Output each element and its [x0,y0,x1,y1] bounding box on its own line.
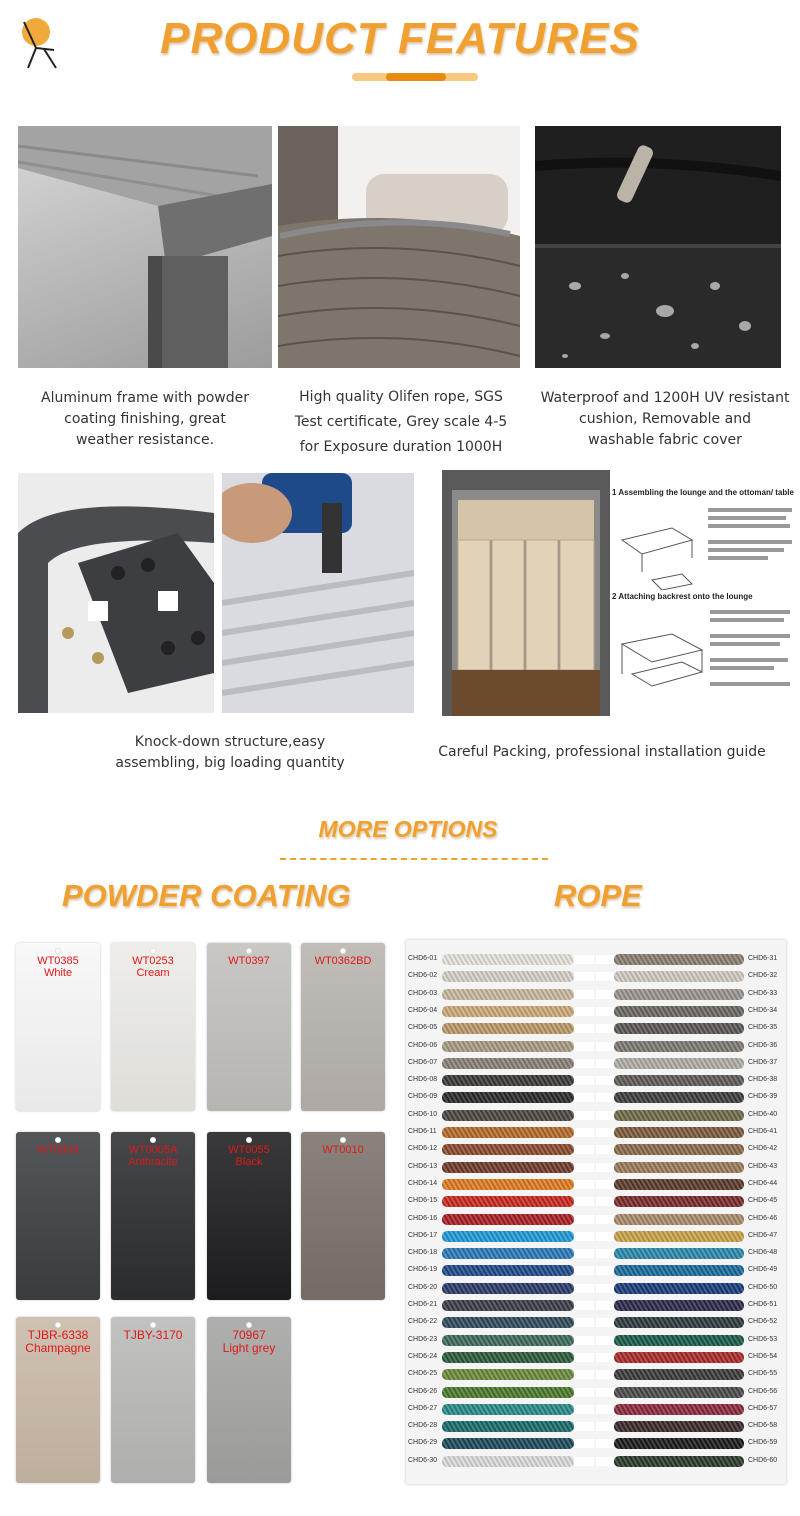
feature-caption-rope [268,385,534,460]
rope-sample-right [614,1335,744,1346]
rope-code-left: CHD6-03 [408,989,438,997]
swatch-label [207,955,291,967]
rope-tag-left [574,1439,594,1448]
rope-code-right: CHD6-53 [748,1335,778,1343]
caption-line: Knock-down structure,easy [134,734,326,750]
rope-tag-right [596,1197,614,1206]
rope-code-left: CHD6-09 [408,1093,438,1101]
rope-code-left: CHD6-15 [408,1197,438,1205]
rope-sample-right [614,1421,744,1432]
rope-tag-right [596,1439,614,1448]
rope-code-left: CHD6-21 [408,1301,438,1308]
rope-tag-left [574,1370,594,1379]
rope-tag-right [596,1007,614,1016]
rope-sample-right [614,1214,744,1225]
rope-code-right: CHD6-57 [748,1404,778,1412]
rope-code-left: CHD6-08 [408,1076,438,1084]
caption-line: weather resistance. [75,432,215,448]
swatch-label [111,955,195,979]
rope-code-right: CHD6-60 [748,1456,778,1464]
rope-sample-left [442,1456,574,1467]
rope-sample-left [442,971,574,982]
rope-tag-right [596,1059,614,1068]
rope-tag-left [574,1405,594,1414]
rope-sample-left [442,1352,574,1363]
rope-sample-left [442,989,574,1000]
swatch-label [16,1144,100,1156]
rope-tag-left [574,955,594,964]
swatch-code: WT0009 [37,1144,79,1156]
rope-sample-left [442,1127,574,1138]
rope-tag-right [596,1301,614,1310]
powder-coating-title: POWDER COATING [62,878,351,913]
rope-tag-right [596,1180,614,1189]
rope-sample-right [614,1110,744,1121]
caption-line: Test certificate, Grey scale 4-5 [294,414,508,430]
assembly-diagram-1 [612,500,798,590]
caption-line: coating finishing, great [64,411,226,427]
rope-tag-left [574,1457,594,1466]
rope-sample-right [614,1127,744,1138]
rope-sample-left [442,1283,574,1294]
rope-tag-left [574,1024,594,1033]
rope-code-right: CHD6-54 [748,1352,778,1360]
rope-sample-right [614,1387,744,1398]
rope-sample-right [614,1369,744,1380]
rope-code-right: CHD6-49 [748,1266,778,1274]
rope-tag-right [596,1024,614,1033]
caption-line: Careful Packing, professional installation guide [438,744,766,760]
swatch-color-name: Black [235,1156,263,1168]
swatch-label [207,1329,291,1355]
rope-sample-left [442,1110,574,1121]
swatch-label [16,955,100,979]
rope-sample-right [614,1162,744,1173]
swatch-code: WT0253 [132,955,174,967]
rope-tag-right [596,1093,614,1102]
rope-sample-right [614,1300,744,1311]
powder-swatch [207,943,291,1111]
rope-tag-right [596,1145,614,1154]
rope-tag-left [574,1059,594,1068]
rope-tag-right [596,1405,614,1414]
powder-swatch [301,1132,385,1300]
rope-tag-left [574,1128,594,1137]
rope-code-right: CHD6-45 [748,1197,778,1205]
rope-code-left: CHD6-28 [408,1422,438,1430]
rope-tag-left [574,1042,594,1051]
rope-tag-left [574,1336,594,1345]
rope-code-right: CHD6-31 [748,955,778,962]
title-underline-accent [386,73,446,81]
rope-tag-left [574,1422,594,1431]
rope-code-left: CHD6-22 [408,1318,438,1326]
swatch-label [111,1144,195,1168]
rope-code-left: CHD6-26 [408,1387,438,1395]
rope-tag-left [574,1284,594,1293]
rope-tag-left [574,1145,594,1154]
powder-swatch [16,943,100,1111]
rope-code-left: CHD6-16 [408,1214,438,1222]
rope-tag-left [574,1076,594,1085]
swatch-label [301,955,385,967]
rope-sample-left [442,1421,574,1432]
rope-tag-left [574,1007,594,1016]
rope-sample-left [442,1179,574,1190]
rope-sample-right [614,989,744,1000]
caption-line: assembling, big loading quantity [115,755,345,771]
rope-tag-right [596,955,614,964]
rope-sample-right [614,1456,744,1467]
container-illustration [442,470,610,716]
caption-line: Waterproof and 1200H UV resistant [540,390,790,406]
rope-code-right: CHD6-56 [748,1387,778,1395]
rope-code-right: CHD6-43 [748,1162,778,1170]
rope-sample-right [614,1144,744,1155]
swatch-code: WT0010 [322,1144,364,1156]
more-options-dashed-rule [280,858,548,860]
powder-swatch [111,1317,195,1483]
rope-code-left: CHD6-10 [408,1110,438,1118]
rope-sample-left [442,1058,574,1069]
assembly-diagram-2 [612,604,798,704]
swatch-hole [150,948,156,954]
swatch-color-name: Light grey [222,1341,276,1355]
rope-sample-left [442,1300,574,1311]
guide-step-1-title: 1 Assembling the lounge and the ottoman/ table [612,488,794,497]
rope-tag-left [574,1180,594,1189]
swatch-label [111,1329,195,1342]
powder-swatch [16,1317,100,1483]
powder-swatch [301,943,385,1111]
rope-code-left: CHD6-11 [408,1128,437,1135]
rope-code-right: CHD6-33 [748,989,778,997]
rope-code-right: CHD6-42 [748,1145,778,1153]
swatch-code: WT0397 [228,955,270,967]
rope-sample-right [614,954,744,965]
rope-tag-left [574,1388,594,1397]
rope-code-right: CHD6-35 [748,1024,778,1032]
rope-sample-right [614,1058,744,1069]
rope-sample-left [442,1075,574,1086]
rope-tag-right [596,1388,614,1397]
rope-sample-right [614,1352,744,1363]
rope-sample-right [614,1006,744,1017]
swatch-label [16,1329,100,1355]
rope-sample-left [442,1335,574,1346]
rope-sample-right [614,1041,744,1052]
rope-sample-right [614,1179,744,1190]
rope-tag-right [596,990,614,999]
swatch-code: WT0385 [37,955,79,967]
rope-sample-left [442,1023,574,1034]
powder-swatch [207,1317,291,1483]
swatch-code: 70967 [232,1328,266,1342]
rope-sample-right [614,1404,744,1415]
rope-code-right: CHD6-58 [748,1422,778,1430]
swatch-code: WT0362BD [314,955,372,967]
swatch-hole [246,1137,252,1143]
rope-code-left: CHD6-29 [408,1439,438,1447]
rope-code-left: CHD6-20 [408,1283,438,1291]
rope-tag-right [596,1336,614,1345]
rope-tag-left [574,1111,594,1120]
rope-sample-right [614,1438,744,1449]
swatch-hole [150,1137,156,1143]
swatch-code: TJBR-6338 [27,1328,89,1342]
installation-guide-sheet [612,478,800,714]
rope-sample-left [442,1438,574,1449]
swatch-color-name: Anthracite [128,1156,178,1168]
rope-sample-left [442,1092,574,1103]
rope-code-right: CHD6-38 [748,1076,778,1084]
rope-tag-right [596,1318,614,1327]
rope-sample-left [442,1404,574,1415]
rope-tag-right [596,1266,614,1275]
powder-swatch [16,1132,100,1300]
rope-sample-right [614,1023,744,1034]
swatch-hole [340,1137,346,1143]
rope-sample-left [442,1144,574,1155]
swatch-color-name: Cream [136,967,170,979]
rope-sample-left [442,1214,574,1225]
photo-waterproof-cushion [535,126,781,368]
rope-sample-left [442,1041,574,1052]
swatch-code: WT0055 [228,1144,270,1156]
rope-code-right: CHD6-51 [748,1301,778,1308]
rope-tag-right [596,1076,614,1085]
swatch-label [301,1144,385,1156]
rope-tag-right [596,1353,614,1362]
rope-tag-left [574,972,594,981]
rope-code-left: CHD6-30 [408,1456,438,1464]
rope-code-left: CHD6-24 [408,1352,438,1360]
rope-code-right: CHD6-37 [748,1058,778,1066]
photo-knockdown-bracket [18,473,214,713]
rope-code-left: CHD6-06 [408,1041,438,1049]
rope-sample-left [442,1162,574,1173]
rope-code-left: CHD6-25 [408,1370,438,1378]
rope-code-right: CHD6-47 [748,1231,778,1239]
rope-sample-right [614,1075,744,1086]
feature-caption-packing [432,742,772,763]
feature-caption-aluminum [10,388,280,451]
rope-sample-right [614,1196,744,1207]
rope-sample-left [442,1006,574,1017]
feature-caption-cushion [535,388,795,451]
rope-code-right: CHD6-59 [748,1439,778,1447]
rope-sample-right [614,1231,744,1242]
more-options-title: MORE OPTIONS [318,816,498,842]
rope-tag-right [596,1163,614,1172]
rope-code-right: CHD6-46 [748,1214,778,1222]
rope-code-right: CHD6-36 [748,1041,778,1049]
rope-tag-right [596,1370,614,1379]
rope-tag-left [574,1266,594,1275]
photo-container-packing [442,470,610,716]
rope-code-right: CHD6-55 [748,1370,778,1378]
rope-tag-left [574,1353,594,1362]
rope-code-left: CHD6-17 [408,1231,438,1239]
rope-code-right: CHD6-32 [748,972,778,980]
rope-code-left: CHD6-04 [408,1006,438,1014]
caption-line: Aluminum frame with powder [41,390,249,406]
rope-sample-right [614,1317,744,1328]
swatch-code: WT0005A [128,1144,178,1156]
aluminum-frame-illustration [18,126,272,368]
swatch-label [207,1144,291,1168]
photo-aluminum-frame [18,126,272,368]
page-title: PRODUCT FEATURES [160,14,640,63]
powder-swatch [111,1132,195,1300]
rope-tag-left [574,1197,594,1206]
rope-tag-right [596,1284,614,1293]
rope-tag-right [596,1232,614,1241]
rope-code-left: CHD6-23 [408,1335,438,1343]
rope-tag-right [596,1215,614,1224]
rope-code-left: CHD6-02 [408,972,438,980]
rope-sample-left [442,1196,574,1207]
rope-sample-right [614,971,744,982]
rope-sample-card [406,940,786,1484]
caption-line: for Exposure duration 1000H [299,439,503,455]
rope-code-right: CHD6-34 [748,1006,778,1014]
rope-tag-right [596,1249,614,1258]
rope-sample-left [442,1231,574,1242]
photo-olifen-rope [278,126,520,368]
rope-code-right: CHD6-44 [748,1179,778,1187]
swatch-hole [55,1137,61,1143]
rope-tag-right [596,1422,614,1431]
rope-tag-right [596,972,614,981]
feature-caption-knockdown [90,732,370,774]
powder-swatch [111,943,195,1111]
rope-code-left: CHD6-01 [408,955,438,962]
swatch-color-name: White [43,967,73,979]
rope-code-left: CHD6-14 [408,1179,438,1187]
rope-tag-right [596,1457,614,1466]
rope-code-right: CHD6-50 [748,1283,778,1291]
rope-chair-illustration [278,126,520,368]
rope-title: ROPE [554,878,642,913]
rope-tag-right [596,1042,614,1051]
rope-sample-left [442,954,574,965]
waterproof-fabric-illustration [535,126,781,368]
bracket-illustration [18,473,214,713]
rope-sample-left [442,1248,574,1259]
rope-sample-right [614,1248,744,1259]
drill-illustration [222,473,414,713]
swatch-hole [55,948,61,954]
caption-line: cushion, Removable and [579,411,751,427]
rope-sample-left [442,1265,574,1276]
rope-code-left: CHD6-18 [408,1249,438,1257]
caption-line: High quality Olifen rope, SGS [299,389,503,405]
rope-sample-right [614,1265,744,1276]
rope-code-right: CHD6-48 [748,1249,778,1257]
powder-swatch [207,1132,291,1300]
rope-tag-left [574,990,594,999]
swatch-color-name: Champagne [25,1341,91,1355]
rope-code-left: CHD6-27 [408,1404,438,1412]
rope-code-left: CHD6-05 [408,1024,438,1032]
rope-tag-left [574,1318,594,1327]
rope-tag-left [574,1301,594,1310]
rope-code-left: CHD6-19 [408,1266,438,1274]
rope-tag-left [574,1249,594,1258]
rope-sample-right [614,1092,744,1103]
rope-tag-right [596,1128,614,1137]
rope-sample-left [442,1387,574,1398]
rope-sample-right [614,1283,744,1294]
rope-code-right: CHD6-52 [748,1318,778,1326]
swatch-hole [340,948,346,954]
rope-tag-left [574,1215,594,1224]
rope-code-left: CHD6-07 [408,1058,438,1066]
rope-sample-left [442,1317,574,1328]
rope-code-right: CHD6-40 [748,1110,778,1118]
rope-code-left: CHD6-12 [408,1145,438,1153]
rope-code-left: CHD6-13 [408,1162,438,1170]
rope-sample-left [442,1369,574,1380]
swatch-hole [246,948,252,954]
rope-code-right: CHD6-41 [748,1128,778,1135]
guide-step-2-title: 2 Attaching backrest onto the lounge [612,592,753,601]
rope-tag-right [596,1111,614,1120]
rope-tag-left [574,1232,594,1241]
rope-tag-left [574,1093,594,1102]
rope-tag-left [574,1163,594,1172]
rope-code-right: CHD6-39 [748,1093,778,1101]
swatch-code: TJBY-3170 [123,1328,183,1342]
photo-drill-assembly [222,473,414,713]
caption-line: washable fabric cover [588,432,742,448]
